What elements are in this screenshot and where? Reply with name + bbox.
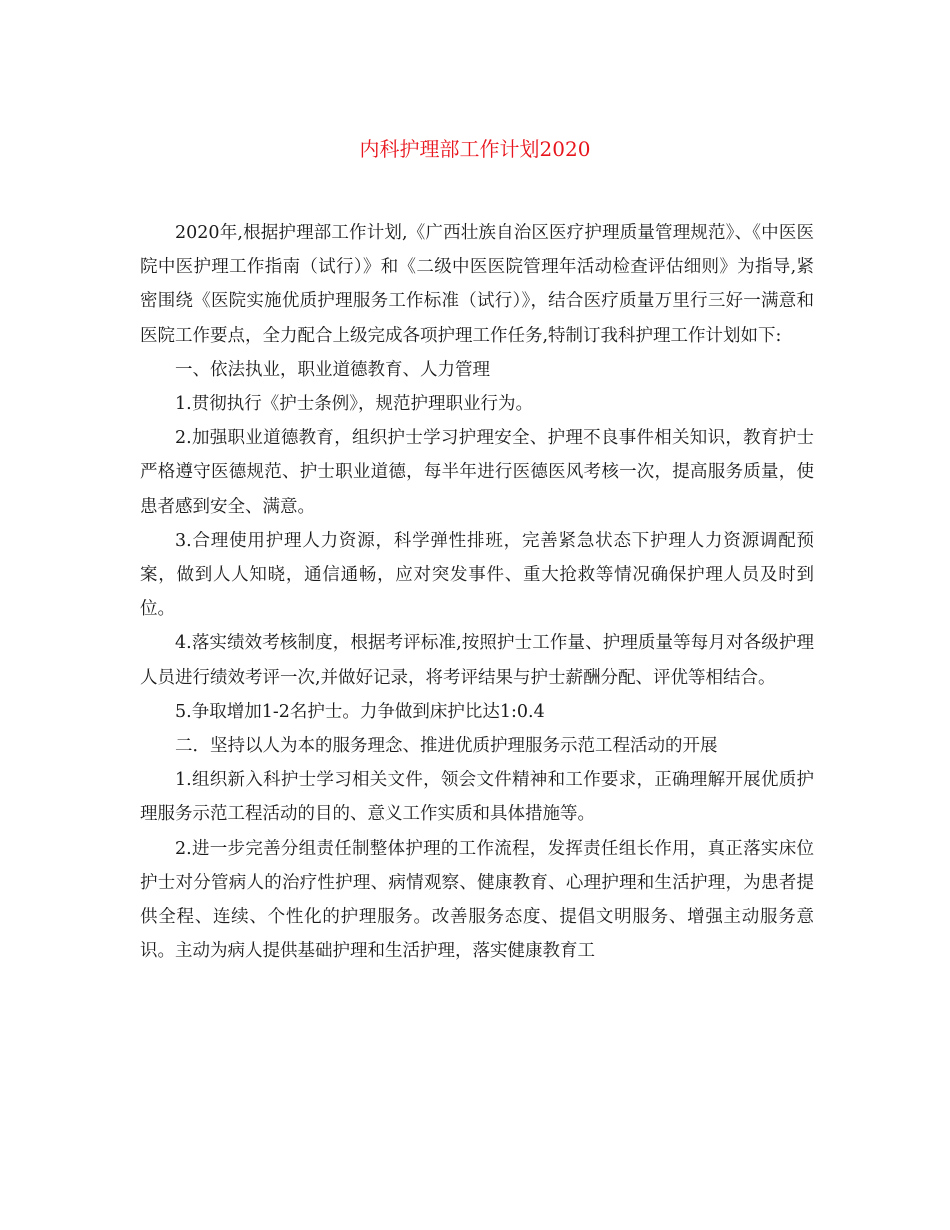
paragraph-intro: 2020年,根据护理部工作计划,《广西壮族自治区医疗护理质量管理规范》、《中医医院中医护理工作指南（试行）》和《二级中医医院管理年活动检查评估细则》为指导,紧密围绕《医院实施优质护理服务工作标准（试行）》，结合医疗质量万里行三好一满意和医院工作要点，全力配合上级完成各项护理工作任务,特制订我科护理工作计划如下: (140, 223, 814, 346)
paragraph-2-1: 1.组织新入科护士学习相关文件，领会文件精神和工作要求，正确理解开展优质护理服务示范工程活动的目的、意义工作实质和具体措施等。 (140, 770, 814, 825)
document-title: 内科护理部工作计划2020 (359, 137, 591, 161)
paragraph-1-5: 5.争取增加1-2名护士。力争做到床护比达1:0.4 (175, 701, 545, 722)
section-heading-2: 二．坚持以人为本的服务理念、推进优质护理服务示范工程活动的开展 (175, 736, 718, 757)
section-heading-1: 一、依法执业，职业道德教育、人力管理 (175, 359, 490, 380)
paragraph-1-4: 4.落实绩效考核制度，根据考评标准,按照护士工作量、护理质量等每月对各级护理人员进行绩效考评一次,并做好记录，将考评结果与护士薪酬分配、评优等相结合。 (140, 633, 814, 688)
paragraph-1-1: 1.贯彻执行《护士条例》，规范护理职业行为。 (175, 394, 533, 415)
document-body (140, 216, 814, 968)
paragraph-2-2: 2.进一步完善分组责任制整体护理的工作流程，发挥责任组长作用，真正落实床位护士对分管病人的治疗性护理、病情观察、健康教育、心理护理和生活护理，为患者提供全程、连续、个性化的护理服务。改善服务态度、提倡文明服务、增强主动服务意识。主动为病人提供基础护理和生活护理，落实健康教育工 (140, 838, 814, 962)
paragraph-1-2: 2.加强职业道德教育，组织护士学习护理安全、护理不良事件相关知识，教育护士严格遵守医德规范、护士职业道德，每半年进行医德医风考核一次，提高服务质量，使患者感到安全、满意。 (140, 428, 814, 517)
paragraph-1-3: 3.合理使用护理人力资源，科学弹性排班，完善紧急状态下护理人力资源调配预案，做到人人知晓，通信通畅，应对突发事件、重大抢救等情况确保护理人员及时到位。 (140, 530, 814, 620)
